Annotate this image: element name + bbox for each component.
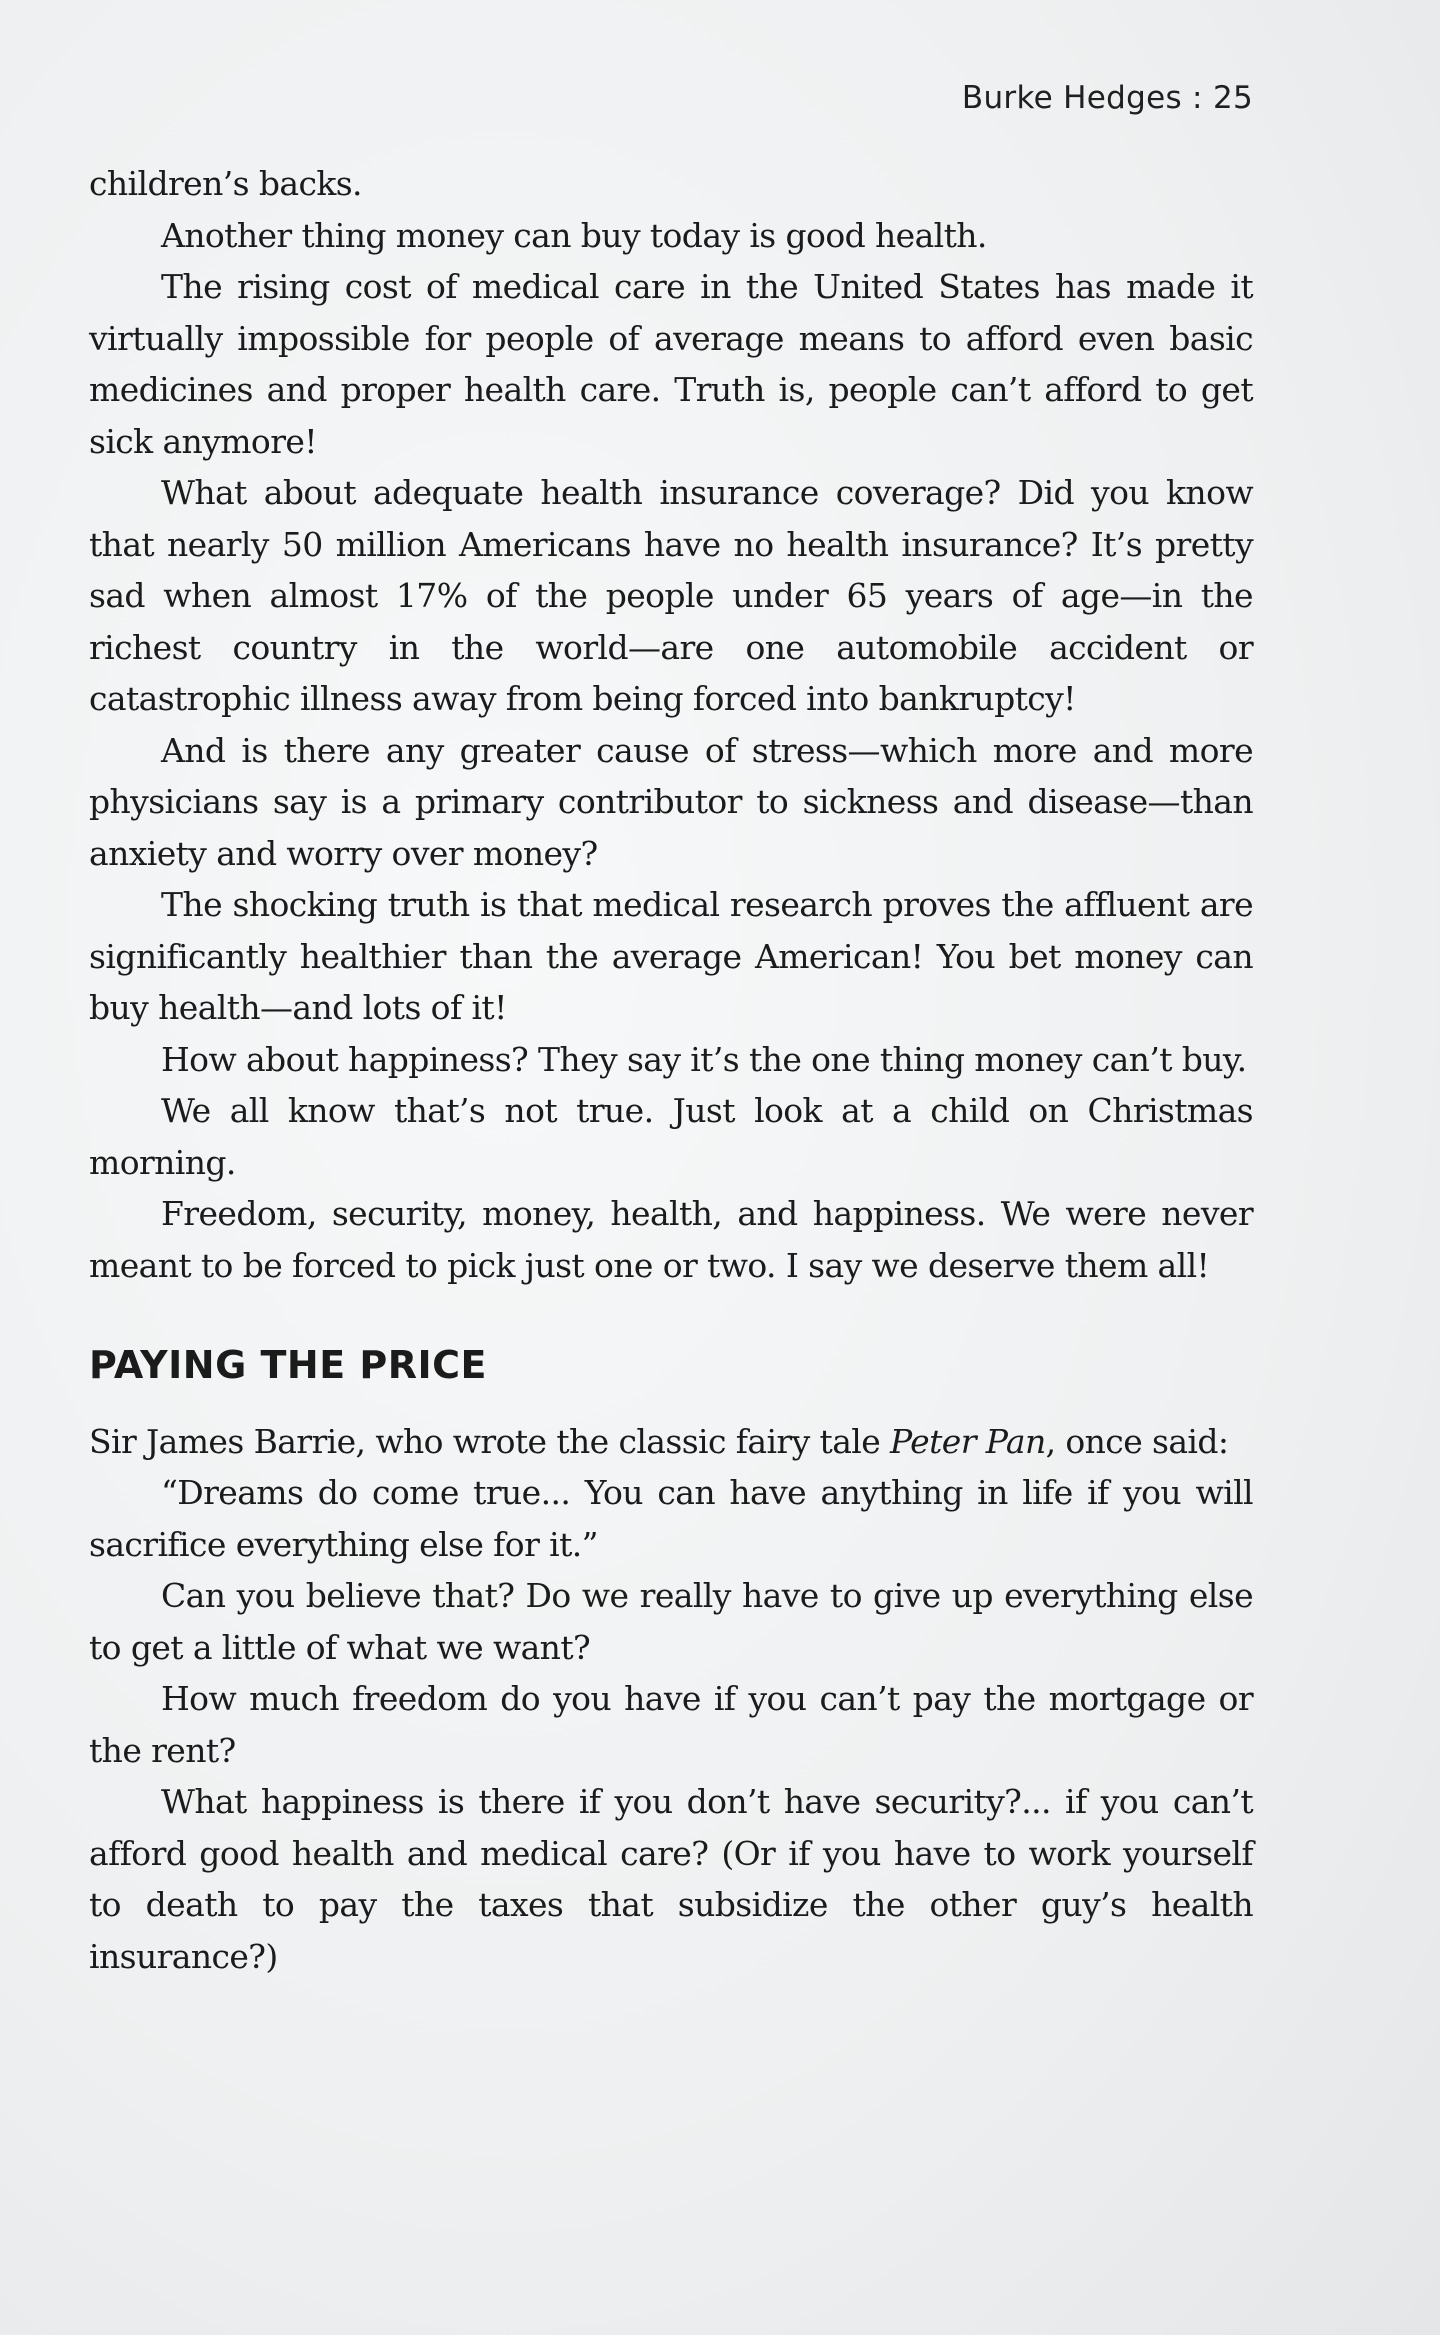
paragraph [89,1416,1253,1468]
paragraph: Another thing money can buy today is good health. [161,215,987,255]
paragraph: Freedom, security, money, health, and happiness. We were never meant to be forced to pick just one or two. I say we deserve them all! [89,1194,1253,1285]
paragraph: How much freedom do you have if you can’t pay the mortgage or the rent? [89,1679,1253,1770]
book-title: Peter Pan [890,1421,1046,1461]
paragraph-text: Sir James Barrie, who wrote the classic fairy tale [89,1421,891,1461]
running-head: Burke Hedges : 25 [961,80,1253,116]
paragraph: Can you believe that? Do we really have to give up everything else to get a little of what we want? [89,1576,1253,1667]
paragraph: The rising cost of medical care in the United States has made it virtually impossible for people of average means to afford even basic medicines and proper health care. Truth is, people can’t afford to get sick anymore! [89,267,1253,461]
body-text [89,158,1253,1982]
quote-paragraph: “Dreams do come true... You can have anything in life if you will sacrifice everything else for it.” [89,1473,1253,1564]
paragraph: We all know that’s not true. Just look at a child on Christmas morning. [89,1091,1253,1182]
paragraph: How about happiness? They say it’s the one thing money can’t buy. [161,1039,1247,1079]
paragraph: And is there any greater cause of stress—which more and more physicians say is a primary contributor to sickness and disease—than anxiety and worry over money? [89,730,1253,873]
paragraph: children’s backs. [89,164,362,203]
paragraph: What about adequate health insurance coverage? Did you know that nearly 50 million Americans have no health insurance? It’s pretty sad when almost 17% of the people under 65 years of age—in the richest country in the world—are one automobile accident or catastrophic illness away from being forced into bankruptcy! [89,473,1253,718]
paragraph-text: , once said: [1045,1421,1229,1461]
paragraph: What happiness is there if you don’t have security?... if you can’t afford good health and medical care? (Or if you have to work yourself to death to pay the taxes that subsidize the other guy’s health insurance?) [89,1782,1253,1976]
paragraph: The shocking truth is that medical research proves the affluent are significantly healthier than the average American! You bet money can buy health—and lots of it! [89,885,1253,1027]
section-heading: PAYING THE PRICE [89,1343,488,1387]
